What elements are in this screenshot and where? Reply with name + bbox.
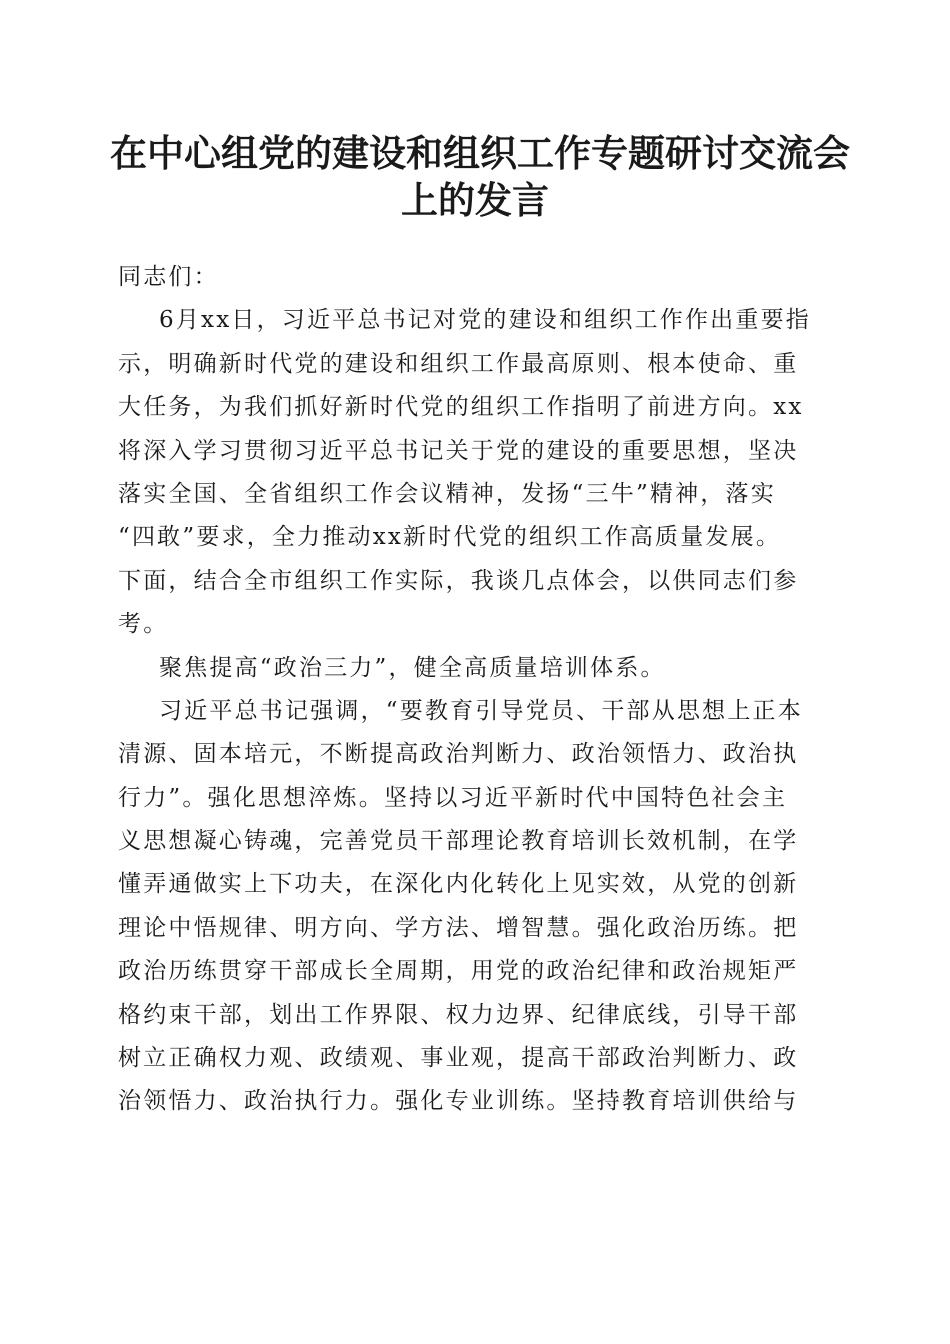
paragraph-line: 政治历练贯穿干部成长全周期，用党的政治纪律和政治规矩严	[118, 958, 799, 985]
title-line-2: 上的发言	[401, 178, 549, 222]
paragraph-line: 考。	[118, 611, 169, 638]
paragraph-line: 将深入学习贯彻习近平总书记关于党的建设的重要思想，坚决	[118, 437, 799, 464]
paragraph-line: 理论中悟规律、明方向、学方法、增智慧。强化政治历练。把	[118, 914, 799, 941]
paragraph-line: 懂弄通做实上下功夫，在深化内化转化上见实效，从党的创新	[118, 871, 799, 898]
document-body	[118, 256, 830, 1124]
paragraph-line: 格约束干部，划出工作界限、权力边界、纪律底线，引导干部	[118, 1001, 799, 1028]
paragraph-line: 大任务，为我们抓好新时代党的组织工作指明了前进方向。xx	[118, 394, 804, 421]
paragraph-line: 落实全国、全省组织工作会议精神，发扬“三牛”精神，落实	[118, 480, 776, 507]
paragraph-line: 6月xx日，习近平总书记对党的建设和组织工作作出重要指	[159, 307, 811, 334]
section-heading: 聚焦提高“政治三力”，健全高质量培训体系。	[159, 654, 666, 681]
paragraph-line: 清源、固本培元，不断提高政治判断力、政治领悟力、政治执	[118, 741, 799, 768]
salutation: 同志们：	[118, 264, 219, 290]
document-title	[110, 130, 850, 224]
paragraph-line: 行力”。强化思想淬炼。坚持以习近平新时代中国特色社会主	[118, 784, 788, 811]
title-line-1: 在中心组党的建设和组织工作专题研讨交流会	[110, 131, 850, 175]
paragraph-line: 示，明确新时代党的建设和组织工作最高原则、根本使命、重	[118, 350, 799, 377]
paragraph-line: “四敢”要求，全力推动xx新时代党的组织工作高质量发展。	[118, 524, 782, 551]
paragraph-line: 下面，结合全市组织工作实际，我谈几点体会，以供同志们参	[118, 567, 799, 594]
paragraph-line: 治领悟力、政治执行力。强化专业训练。坚持教育培训供给与	[118, 1088, 799, 1115]
paragraph-line: 树立正确权力观、政绩观、事业观，提高干部政治判断力、政	[118, 1045, 799, 1072]
paragraph-line: 习近平总书记强调，“要教育引导党员、干部从思想上正本	[159, 697, 803, 724]
paragraph-line: 义思想凝心铸魂，完善党员干部理论教育培训长效机制，在学	[118, 828, 799, 855]
